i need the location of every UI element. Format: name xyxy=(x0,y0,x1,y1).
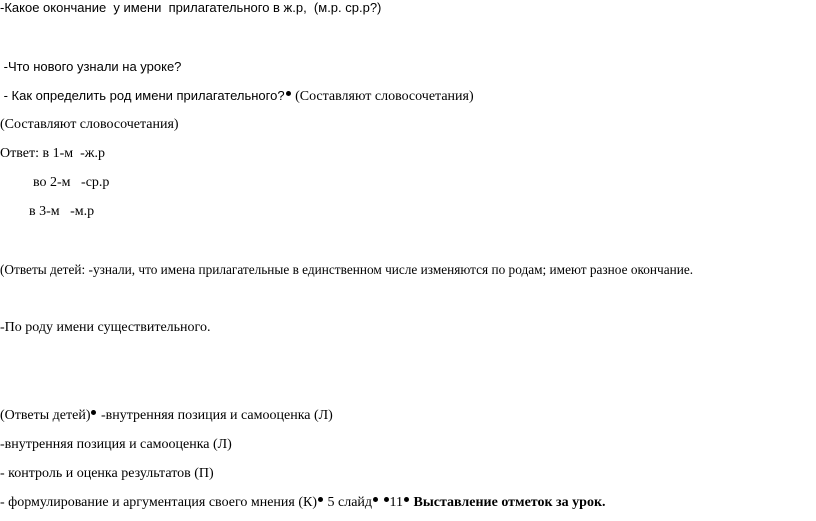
inner-position-note: -внутренняя позиция и самооценка (Л) xyxy=(97,408,333,423)
answer-line-2: во 2-м -ср.р xyxy=(33,175,110,190)
answer-line-3: в 3-м -м.р xyxy=(29,204,95,219)
formulation-line xyxy=(0,495,606,511)
bullet-icon xyxy=(404,497,409,502)
children-answers-2-label: (Ответы детей) xyxy=(0,408,91,423)
question-determine-gender-text: - Как определить род имени прилагательного? xyxy=(0,88,285,103)
children-answers: (Ответы детей: -узнали, что имена прилагательные в единственном числе изменяются по родам; имеют разное окончание. xyxy=(0,262,694,277)
grading-heading: Выставление отметок за урок. xyxy=(410,495,606,510)
bullet-icon xyxy=(384,497,389,502)
question-ending: -Какое окончание у имени прилагательного в ж.р, (м.р. ср.р?) xyxy=(0,0,382,15)
compose-phrases-note: (Составляют словосочетания) xyxy=(291,89,474,104)
children-answers-2 xyxy=(0,408,333,424)
compose-phrases: (Составляют словосочетания) xyxy=(0,117,179,132)
inner-position: -внутренняя позиция и самооценка (Л) xyxy=(0,437,232,452)
question-determine-gender xyxy=(0,88,474,105)
formulation-text: - формулирование и аргументация своего мнения (К) xyxy=(0,495,317,510)
bullet-icon xyxy=(91,410,96,415)
by-noun-gender: -По роду имени существительного. xyxy=(0,320,211,335)
slide-number: 5 слайд xyxy=(324,495,373,510)
slide-eleven: 11 xyxy=(389,495,404,510)
question-what-new: -Что нового узнали на уроке? xyxy=(0,59,182,74)
control-evaluation: - контроль и оценка результатов (П) xyxy=(0,466,214,481)
bullet-icon xyxy=(286,91,291,96)
bullet-icon xyxy=(318,497,323,502)
bullet-icon xyxy=(373,497,378,502)
answer-line-1: Ответ: в 1-м -ж.р xyxy=(0,146,105,161)
